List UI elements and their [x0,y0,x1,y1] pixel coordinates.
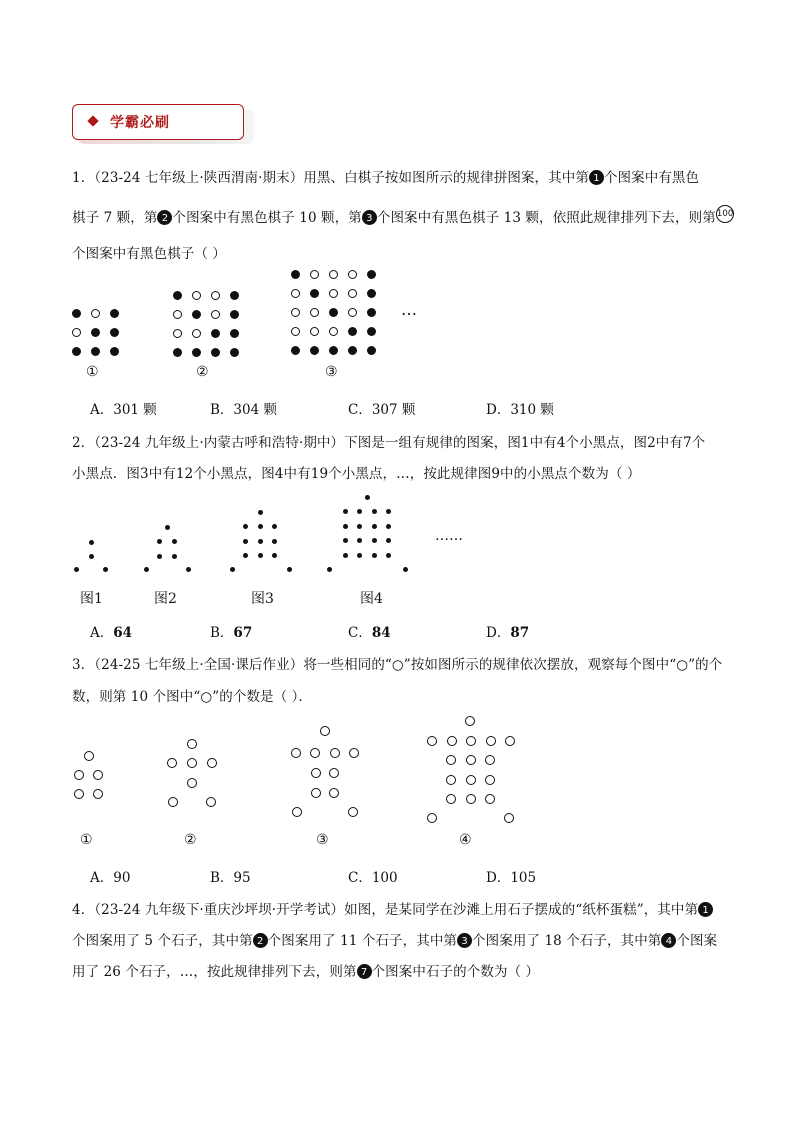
q2-dot [89,540,94,545]
q1-piece [291,270,300,279]
q2-option-c[interactable]: C．84 [348,625,391,641]
q3-circle [504,813,514,823]
q3-circle [320,726,330,736]
q2-dot [89,554,94,559]
q1-piece [192,310,201,319]
q2-dot [386,509,391,514]
q3-circle [329,768,339,778]
q3-caption-2: ② [184,832,197,848]
q2-dot [243,553,248,558]
circled-number-2: 2 [253,933,268,948]
q3-caption-1: ① [80,832,93,848]
q3-circle [167,758,177,768]
q1-piece [173,348,182,357]
q3-circle [311,788,321,798]
q1-piece [110,328,119,337]
q1-piece [291,289,300,298]
q3-circle [349,748,359,758]
q2-dot [258,510,263,515]
q3-circle [206,797,216,807]
q2-dot [386,553,391,558]
q2-dot [343,553,348,558]
q3-circle [93,770,103,780]
q2-caption-3: 图3 [251,591,274,607]
q1-piece [192,348,201,357]
q2-dot [372,538,377,543]
q1-piece [329,346,338,355]
q1-piece [291,308,300,317]
q1-piece [91,309,100,318]
q2-dot [103,567,108,572]
q2-dot [365,495,370,500]
q2-dot [74,567,79,572]
q3-option-d[interactable]: D．105 [486,870,537,886]
q1-piece [310,346,319,355]
circled-number-3: 3 [457,933,472,948]
q2-ellipsis: …… [435,528,463,544]
q3-circle [446,794,456,804]
q1-piece [230,329,239,338]
q1-piece [230,348,239,357]
circled-number-2: 2 [157,210,172,225]
q2-dot [272,553,277,558]
q2-caption-4: 图4 [360,591,383,607]
q3-option-a[interactable]: A．90 [90,870,131,886]
question-1-line-2: 棋子 7 颗，第 2 个图案中有黑色棋子 10 颗，第 3 个图案中有黑色棋子 13 颗，依照此规律排列下去，则第100 [72,205,734,226]
q3-circle [207,758,217,768]
q3-circle [329,788,339,798]
q2-dot [258,524,263,529]
circled-number-1: 1 [589,170,604,185]
q1-piece [72,309,81,318]
q3-circle [330,748,340,758]
q3-circle [485,755,495,765]
q2-dot [327,567,332,572]
q2-dot [272,524,277,529]
q3-circle [485,794,495,804]
q1-piece [329,327,338,336]
question-1-line-1: 1．（23-24 七年级上·陕西渭南·期末）用黑、白棋子按如图所示的规律拼图案，其中第 1 个图案中有黑色 [72,170,700,186]
q1-piece [173,329,182,338]
q3-circle [187,778,197,788]
q2-dot [243,524,248,529]
q3-circle [187,739,197,749]
q1-piece [72,328,81,337]
q2-dot [372,509,377,514]
q2-dot [343,538,348,543]
q2-dot [343,509,348,514]
q2-dot [272,539,277,544]
q2-caption-1: 图1 [80,591,103,607]
q2-dot [258,539,263,544]
circled-number-100: 100 [716,205,734,223]
q1-caption-3: ③ [325,364,338,380]
question-2-line-1: 2．（23-24 九年级上·内蒙古呼和浩特·期中）下图是一组有规律的图案，图1中有4个小黑点，图2中有7个 [72,435,706,451]
circled-number-7: 7 [357,964,372,979]
q3-circle [292,807,302,817]
q1-piece [367,308,376,317]
q2-dot [372,524,377,529]
q1-option-a[interactable]: A．301 颗 [90,402,157,418]
q1-piece [367,289,376,298]
q1-ellipsis: … [401,300,417,319]
q2-dot [372,553,377,558]
q3-circle [427,736,437,746]
q3-circle [486,736,496,746]
q2-dot [165,525,170,530]
question-4-line-1: 4．（23-24 九年级下·重庆沙坪坝·开学考试）如图，是某同学在沙滩上用石子摆成的“纸杯蛋糕”，其中第 1 [72,898,713,918]
question-4-line-3: 用了 26 个石子，…，按此规律排列下去，则第 7 个图案中石子的个数为（ ） [72,964,540,980]
q3-circle [168,797,178,807]
q2-dot [172,554,177,559]
q2-dot [357,538,362,543]
circled-number-3: 3 [362,210,377,225]
q1-piece [348,308,357,317]
q3-circle [311,768,321,778]
q3-circle [466,794,476,804]
q1-piece [367,270,376,279]
q1-piece [192,329,201,338]
q3-circle [310,748,320,758]
q2-dot [258,553,263,558]
q2-dot [230,567,235,572]
q2-dot [357,524,362,529]
q3-circle [74,789,84,799]
q3-circle [466,736,476,746]
q2-dot [243,539,248,544]
q1-piece [211,291,220,300]
q2-dot [403,567,408,572]
q1-piece [91,347,100,356]
q3-circle [466,755,476,765]
q2-dot [144,567,149,572]
q3-circle [485,775,495,785]
q1-piece [367,346,376,355]
q1-piece [91,328,100,337]
question-1-line-3: 个图案中有黑色棋子（ ） [72,246,226,262]
q1-piece [72,347,81,356]
q1-piece [348,327,357,336]
q2-option-a[interactable]: A．64 [90,625,133,641]
q3-option-c[interactable]: C．100 [348,870,398,886]
q2-dot [172,539,177,544]
q2-dot [186,567,191,572]
q3-circle [74,770,84,780]
q1-piece [310,289,319,298]
circled-number-1: 1 [698,902,713,917]
q1-caption-2: ② [196,364,209,380]
q1-piece [110,309,119,318]
q2-dot [357,509,362,514]
q3-circle [427,813,437,823]
q1-piece [310,308,319,317]
q2-dot [157,554,162,559]
q2-dot [343,524,348,529]
q2-dot [157,539,162,544]
q1-piece [230,310,239,319]
q1-piece [310,327,319,336]
q3-circle [446,755,456,765]
q3-circle [465,716,475,726]
q1-option-d[interactable]: D．310 颗 [486,402,554,418]
question-3-line-2: 数，则第 10 个图中“○”的个数是（ ）． [72,689,313,705]
q1-option-c[interactable]: C．307 颗 [348,402,416,418]
q1-piece [348,346,357,355]
circled-number-4: 4 [661,933,676,948]
q2-dot [357,553,362,558]
q1-piece [329,308,338,317]
q2-option-d[interactable]: D．87 [486,625,530,641]
q3-circle [447,736,457,746]
q1-caption-1: ① [86,364,99,380]
q1-piece [310,270,319,279]
q1-piece [211,329,220,338]
q3-circle [446,775,456,785]
q1-piece [230,291,239,300]
q1-piece [211,348,220,357]
q1-piece [291,346,300,355]
q1-piece [348,270,357,279]
q1-piece [211,310,220,319]
q1-piece [329,289,338,298]
q1-piece [329,270,338,279]
q1-piece [367,327,376,336]
q3-circle [187,758,197,768]
q3-caption-3: ③ [316,832,329,848]
q3-circle [84,751,94,761]
question-2-line-2: 小黑点．图3中有12个小黑点，图4中有19个小黑点，…，按此规律图9中的小黑点个数为（ ） [72,466,641,482]
q1-piece [173,310,182,319]
q3-option-b[interactable]: B．95 [210,870,251,886]
q1-piece [110,347,119,356]
q3-circle [505,736,515,746]
q3-caption-4: ④ [459,832,472,848]
q1-piece [173,291,182,300]
q2-dot [386,524,391,529]
q2-dot [287,567,292,572]
q3-circle [348,807,358,817]
question-4-line-2: 个图案用了 5 个石子，其中第 2 个图案用了 11 个石子，其中第 3 个图案用了 18 个石子，其中第 4 个图案 [72,933,718,949]
q1-option-b[interactable]: B．304 颗 [210,402,277,418]
q1-piece [291,327,300,336]
q2-option-b[interactable]: B．67 [210,625,253,641]
q3-circle [93,789,103,799]
q1-piece [192,291,201,300]
q3-circle [466,775,476,785]
q1-piece [348,289,357,298]
q2-caption-2: 图2 [154,591,177,607]
question-3-line-1: 3．（24-25 七年级上·全国·课后作业）将一些相同的“○”按如图所示的规律依次摆放，观察每个图中“○”的个 [72,657,723,673]
q3-circle [291,748,301,758]
section-title: 学霸必刷 [110,115,170,131]
q2-dot [386,538,391,543]
